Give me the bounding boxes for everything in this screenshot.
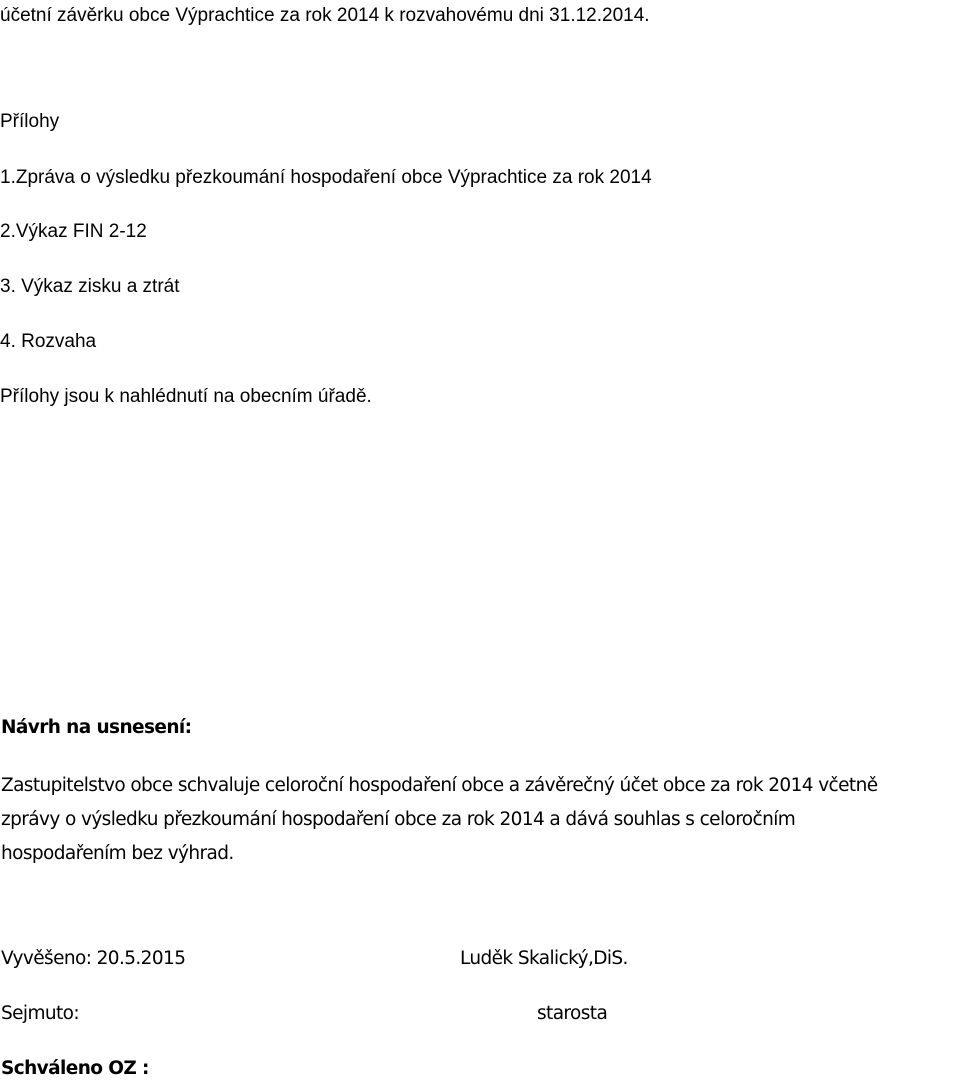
signatory-name: Luděk Skalický,DiS.: [460, 948, 628, 969]
removed-date: Sejmuto:: [1, 1003, 80, 1024]
resolution-text: [1, 769, 959, 871]
resolution-line: zprávy o výsledku přezkoumání hospodaření obce za rok 2014 a dává souhlas s celoročním: [1, 809, 796, 830]
intro-line: účetní závěrku obce Výprachtice za rok 2014 k rozvahovému dni 31.12.2014.: [0, 5, 650, 26]
signatory-title: starosta: [537, 1003, 608, 1024]
posted-date: Vyvěšeno: 20.5.2015: [1, 948, 186, 969]
attachment-item: 3. Výkaz zisku a ztrát: [0, 276, 180, 297]
resolution-line: hospodařením bez výhrad.: [1, 843, 234, 864]
attachments-heading: Přílohy: [0, 111, 60, 132]
attachment-item: 1.Zpráva o výsledku přezkoumání hospodaření obce Výprachtice za rok 2014: [0, 167, 652, 188]
attachments-note: Přílohy jsou k nahlédnutí na obecním úřadě.: [0, 386, 372, 407]
approved-label: Schváleno OZ :: [1, 1058, 149, 1079]
resolution-line: Zastupitelstvo obce schvaluje celoroční hospodaření obce a závěrečný účet obce za rok 2014 včetně: [1, 775, 878, 796]
resolution-heading: Návrh na usnesení:: [1, 717, 192, 738]
attachment-item: 2.Výkaz FIN 2-12: [0, 221, 147, 242]
attachment-item: 4. Rozvaha: [0, 331, 97, 352]
